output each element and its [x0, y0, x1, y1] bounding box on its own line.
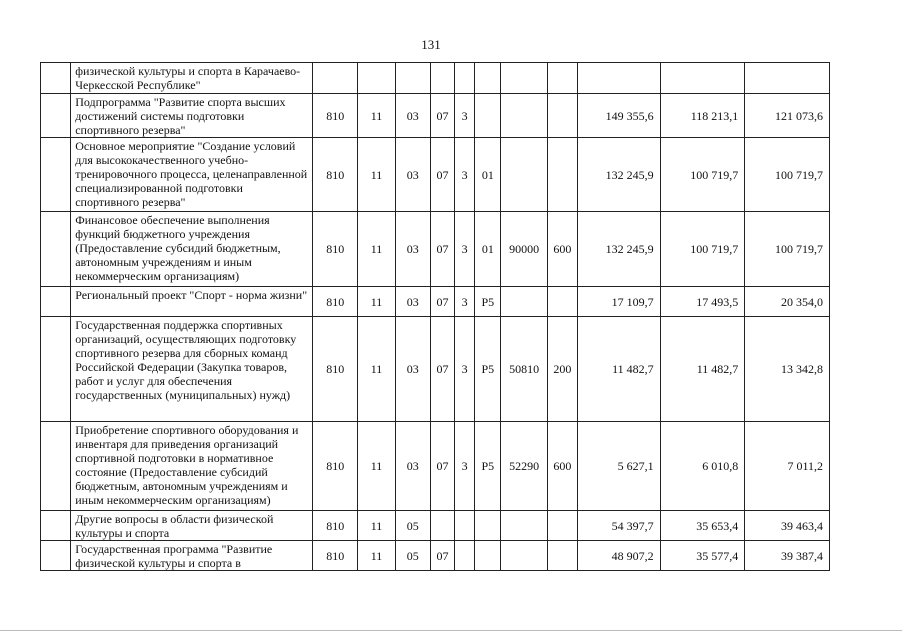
cell-y2: 100 719,7 — [660, 138, 745, 212]
cell-p4: 52290 — [501, 422, 547, 511]
cell-vr — [547, 63, 577, 94]
cell-p2: 3 — [455, 212, 475, 287]
cell-p2: 3 — [455, 422, 475, 511]
cell-vr — [547, 287, 577, 317]
cell-rz: 11 — [358, 317, 395, 422]
cell-p3: 01 — [475, 212, 501, 287]
cell-desc: физической культуры и спорта в Карачаево-Черкесской Республике" — [71, 63, 313, 94]
cell-rz: 11 — [358, 511, 395, 541]
cell-p1: 07 — [430, 541, 454, 571]
cell-y1: 54 397,7 — [578, 511, 661, 541]
cell-y1: 5 627,1 — [578, 422, 661, 511]
cell-p2 — [455, 541, 475, 571]
budget-table — [40, 62, 830, 571]
cell-p4 — [501, 541, 547, 571]
cell-p4: 50810 — [501, 317, 547, 422]
cell-ved: 810 — [313, 287, 358, 317]
cell-rz: 11 — [358, 138, 395, 212]
cell-p2: 3 — [455, 94, 475, 138]
cell-vr: 600 — [547, 422, 577, 511]
cell-empty — [41, 138, 71, 212]
cell-y3: 7 011,2 — [745, 422, 830, 511]
cell-desc: Другие вопросы в области физической культуры и спорта — [71, 511, 313, 541]
cell-ved: 810 — [313, 541, 358, 571]
cell-desc: Государственная поддержка спортивных организаций, осуществляющих подготовку спортивного резерва для сборных команд Российской Федерации (Закупка товаров, работ и услуг для обеспечения государственных (муниципальных) нужд) — [71, 317, 313, 422]
cell-y3: 20 354,0 — [745, 287, 830, 317]
cell-vr — [547, 541, 577, 571]
table-row — [41, 422, 830, 511]
table-row — [41, 94, 830, 138]
cell-y2 — [660, 63, 745, 94]
cell-y2: 35 653,4 — [660, 511, 745, 541]
cell-pr: 03 — [395, 94, 430, 138]
cell-empty — [41, 541, 71, 571]
table-row — [41, 541, 830, 571]
cell-y2: 11 482,7 — [660, 317, 745, 422]
cell-p1: 07 — [430, 138, 454, 212]
cell-p3: P5 — [475, 317, 501, 422]
cell-empty — [41, 212, 71, 287]
cell-y1: 132 245,9 — [578, 138, 661, 212]
cell-p4 — [501, 511, 547, 541]
cell-p4 — [501, 94, 547, 138]
cell-vr — [547, 138, 577, 212]
cell-y3 — [745, 63, 830, 94]
cell-p1: 07 — [430, 317, 454, 422]
cell-p3 — [475, 511, 501, 541]
cell-y1: 132 245,9 — [578, 212, 661, 287]
cell-desc: Подпрограмма "Развитие спорта высших достижений системы подготовки спортивного резерва" — [71, 94, 313, 138]
cell-empty — [41, 63, 71, 94]
page-number: 131 — [421, 37, 441, 52]
cell-ved — [313, 63, 358, 94]
table-row — [41, 317, 830, 422]
cell-p3: P5 — [475, 287, 501, 317]
cell-ved: 810 — [313, 511, 358, 541]
cell-pr: 03 — [395, 212, 430, 287]
cell-y3: 39 387,4 — [745, 541, 830, 571]
cell-p1: 07 — [430, 422, 454, 511]
cell-y1: 149 355,6 — [578, 94, 661, 138]
cell-rz: 11 — [358, 422, 395, 511]
cell-empty — [41, 94, 71, 138]
table-row — [41, 287, 830, 317]
cell-pr: 05 — [395, 511, 430, 541]
cell-y2: 17 493,5 — [660, 287, 745, 317]
cell-ved: 810 — [313, 94, 358, 138]
cell-empty — [41, 317, 71, 422]
cell-p4 — [501, 63, 547, 94]
cell-desc: Государственная программа "Развитие физической культуры и спорта в — [71, 541, 313, 571]
cell-y1 — [578, 63, 661, 94]
table-row — [41, 212, 830, 287]
cell-p4: 90000 — [501, 212, 547, 287]
cell-pr: 03 — [395, 138, 430, 212]
cell-desc: Приобретение спортивного оборудования и инвентаря для приведения организаций спортивной подготовки в нормативное состояние (Предоставление субсидий бюджетным, автономным учреждениям и иным некоммерческим организациям) — [71, 422, 313, 511]
cell-ved: 810 — [313, 212, 358, 287]
cell-pr — [395, 63, 430, 94]
cell-rz: 11 — [358, 94, 395, 138]
cell-ved: 810 — [313, 317, 358, 422]
cell-rz — [358, 63, 395, 94]
cell-vr: 200 — [547, 317, 577, 422]
cell-vr: 600 — [547, 212, 577, 287]
cell-p2 — [455, 511, 475, 541]
cell-pr: 05 — [395, 541, 430, 571]
cell-y2: 118 213,1 — [660, 94, 745, 138]
cell-y3: 100 719,7 — [745, 212, 830, 287]
cell-empty — [41, 511, 71, 541]
cell-desc: Основное мероприятие "Создание условий для высококачественного учебно-тренировочного процесса, целенаправленной специализированной подготовки спортивного резерва" — [71, 138, 313, 212]
cell-desc: Региональный проект "Спорт - норма жизни" — [71, 287, 313, 317]
cell-empty — [41, 287, 71, 317]
cell-pr: 03 — [395, 422, 430, 511]
cell-p3: 01 — [475, 138, 501, 212]
cell-desc: Финансовое обеспечение выполнения функций бюджетного учреждения (Предоставление субсидий бюджетным, автономным учреждениям и иным некоммерческим организациям) — [71, 212, 313, 287]
cell-p4 — [501, 138, 547, 212]
table-row — [41, 511, 830, 541]
cell-ved: 810 — [313, 138, 358, 212]
cell-pr: 03 — [395, 317, 430, 422]
cell-p1: 07 — [430, 94, 454, 138]
cell-p3 — [475, 541, 501, 571]
cell-vr — [547, 94, 577, 138]
cell-p2: 3 — [455, 138, 475, 212]
cell-y3: 121 073,6 — [745, 94, 830, 138]
cell-p3 — [475, 63, 501, 94]
cell-empty — [41, 422, 71, 511]
cell-rz: 11 — [358, 212, 395, 287]
cell-p1 — [430, 63, 454, 94]
cell-p3 — [475, 94, 501, 138]
cell-y1: 17 109,7 — [578, 287, 661, 317]
cell-rz: 11 — [358, 287, 395, 317]
cell-y3: 39 463,4 — [745, 511, 830, 541]
cell-y2: 35 577,4 — [660, 541, 745, 571]
cell-p1: 07 — [430, 287, 454, 317]
cell-p2: 3 — [455, 287, 475, 317]
cell-y2: 100 719,7 — [660, 212, 745, 287]
cell-vr — [547, 511, 577, 541]
cell-y3: 13 342,8 — [745, 317, 830, 422]
cell-y1: 11 482,7 — [578, 317, 661, 422]
cell-pr: 03 — [395, 287, 430, 317]
cell-rz: 11 — [358, 541, 395, 571]
cell-p1 — [430, 511, 454, 541]
cell-y1: 48 907,2 — [578, 541, 661, 571]
cell-p2 — [455, 63, 475, 94]
cell-p2: 3 — [455, 317, 475, 422]
page-bottom-rule — [0, 630, 902, 631]
cell-p3: P5 — [475, 422, 501, 511]
cell-y3: 100 719,7 — [745, 138, 830, 212]
cell-p4 — [501, 287, 547, 317]
table-row — [41, 138, 830, 212]
table-row — [41, 63, 830, 94]
cell-p1: 07 — [430, 212, 454, 287]
cell-ved: 810 — [313, 422, 358, 511]
cell-y2: 6 010,8 — [660, 422, 745, 511]
